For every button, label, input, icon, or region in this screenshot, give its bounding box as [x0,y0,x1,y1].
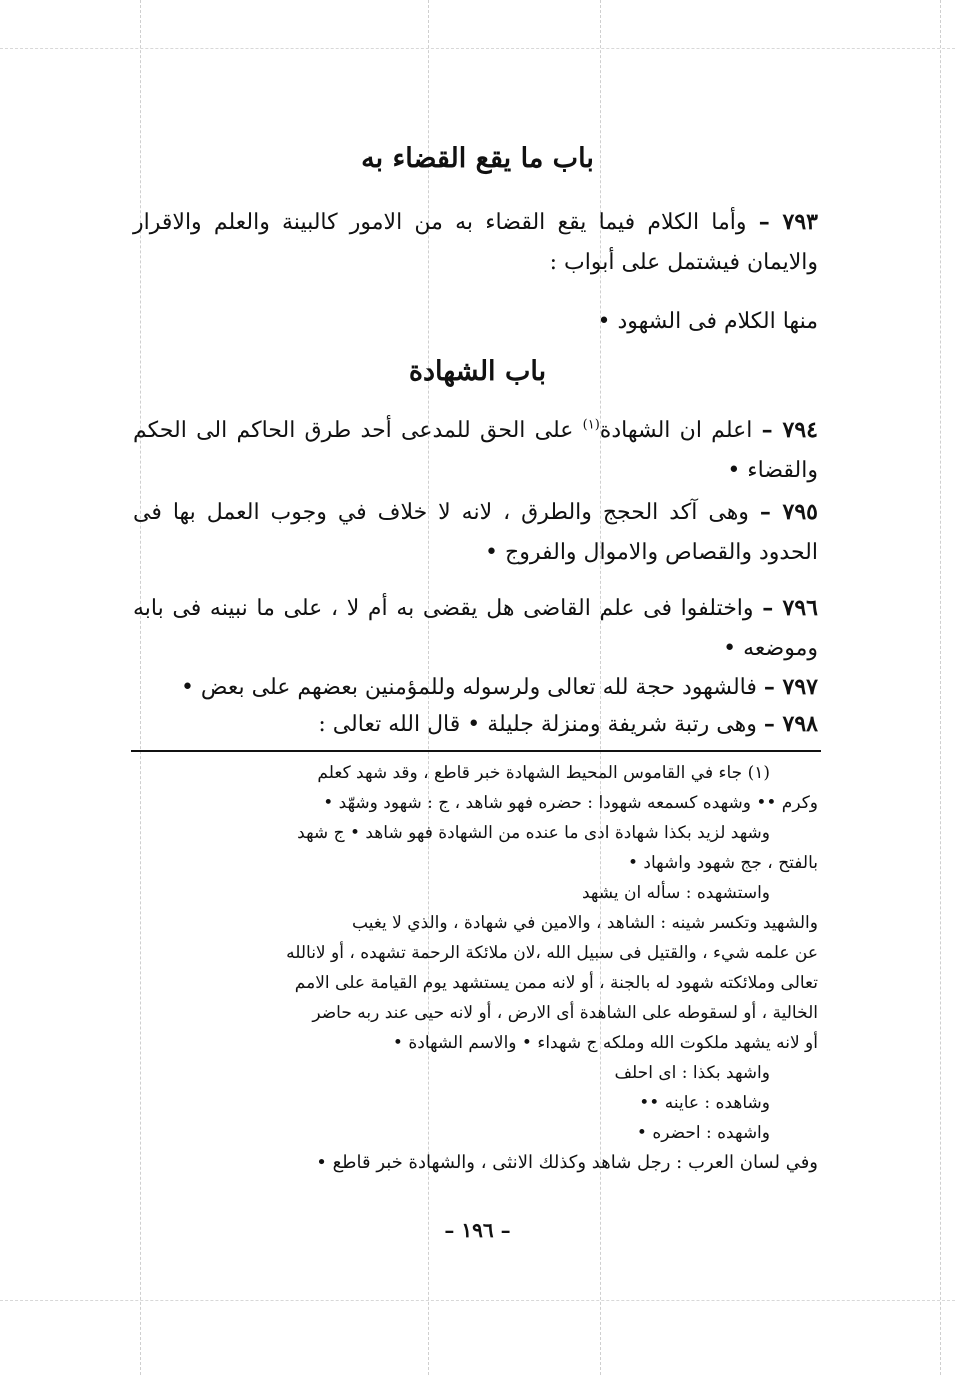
chapter-heading: باب ما يقع القضاء به [361,143,594,174]
paragraph-797 [133,667,818,708]
footnote-line: واشهد بكذا : اى احلف [614,1063,770,1083]
footnote-divider [131,750,821,752]
page-number: – ١٩٦ – [444,1218,511,1242]
footnote-line: تعالى وملائكته شهود له بالجنة ، أو لانه ممن يستشهد يوم القيامة على الامم [294,973,818,993]
paragraph-number: ٧٩٧ – [763,674,818,700]
footnote-line: وكرم •• وشهده كسمعه شهودا : حضره فهو شاهد ، ج : شهود وشهّد • [323,793,818,813]
footnote-reference[interactable]: (١) [582,417,600,433]
paragraph-793-continued [133,302,818,342]
paragraph-text: منها الكلام فى الشهود • [597,309,818,334]
paragraph-number: ٧٩٦ – [762,595,818,621]
footnote-line: عن علمه شيء ، والقتيل فى سبيل الله ،لان ملائكة الرحمة تشهده ، أو لانالله [286,943,818,963]
paragraph-796 [133,588,818,669]
footnote-line: وشاهده : عاينه •• [639,1093,770,1113]
paragraph-text: واختلفوا فى علم القاضى هل يقضى به أم لا ، على ما نبينه فى بابه وموضعه • [133,596,818,661]
paragraph-text: وهى رتبة شريفة ومنزلة جليلة • قال الله تعالى : [318,712,757,737]
footnote-line: وفي لسان العرب : رجل شاهد وكذلك الانثى ، والشهادة خبر قاطع • [316,1152,818,1173]
paragraph-text: فالشهود حجة لله تعالى ولرسوله وللمؤمنين بعضهم على بعض • [180,675,757,700]
footnote-line: وشهد لزيد بكذا شهادة ادى ما عنده من الشهادة فهو شاهد • ج شهد [297,823,770,843]
paragraph-text: وهى آكد الحجج والطرق ، لانه لا خلاف في وجوب العمل بها فى الحدود والقصاص والاموال والفروج • [133,500,818,565]
paragraph-text: على الحق للمدعى أحد طرق الحاكم الى الحكم والقضاء • [133,418,818,483]
scan-guide-line [940,0,941,1375]
paragraph-number: ٧٩٥ – [759,499,818,525]
footnote-line: واستشهده : سأله ان يشهد [581,883,770,903]
footnote-line: الخالية ، أو لسقوطه على الشاهدة أى الارض ، أو لانه حيى عند ربه حاضر [312,1003,818,1023]
paragraph-number: ٧٩٤ – [761,417,818,443]
paragraph-text: اعلم ان الشهادة [599,418,753,443]
scan-guide-line [0,48,955,49]
paragraph-798 [133,704,818,745]
paragraph-794 [133,410,818,491]
footnote-line: والشهيد وتكسر شينه : الشاهد ، والامين في شهادة ، والذي لا يغيب [352,913,818,933]
section-heading: باب الشهادة [408,356,547,387]
footnote-line: واشهده : احضره • [636,1123,770,1143]
footnote-line: (١) جاء في القاموس المحيط الشهادة خبر قاطع ، وقد شهد كعلم [317,763,770,783]
paragraph-793 [133,202,818,283]
paragraph-number: ٧٩٣ – [758,209,818,235]
footnotes [133,758,818,1178]
paragraph-text: وأما الكلام فيما يقع القضاء به من الامور كالبينة والعلم والاقرار والايمان فيشتمل على أبواب : [133,210,818,275]
paragraph-number: ٧٩٨ – [763,711,818,737]
paragraph-795 [133,492,818,573]
scan-guide-line [0,1300,955,1301]
footnote-line: أو لانه يشهد ملكوت الله وملكه ج شهداء • والاسم الشهادة • [392,1033,818,1053]
footnote-line: بالفتح ، جج شهود واشهاد • [627,853,818,873]
